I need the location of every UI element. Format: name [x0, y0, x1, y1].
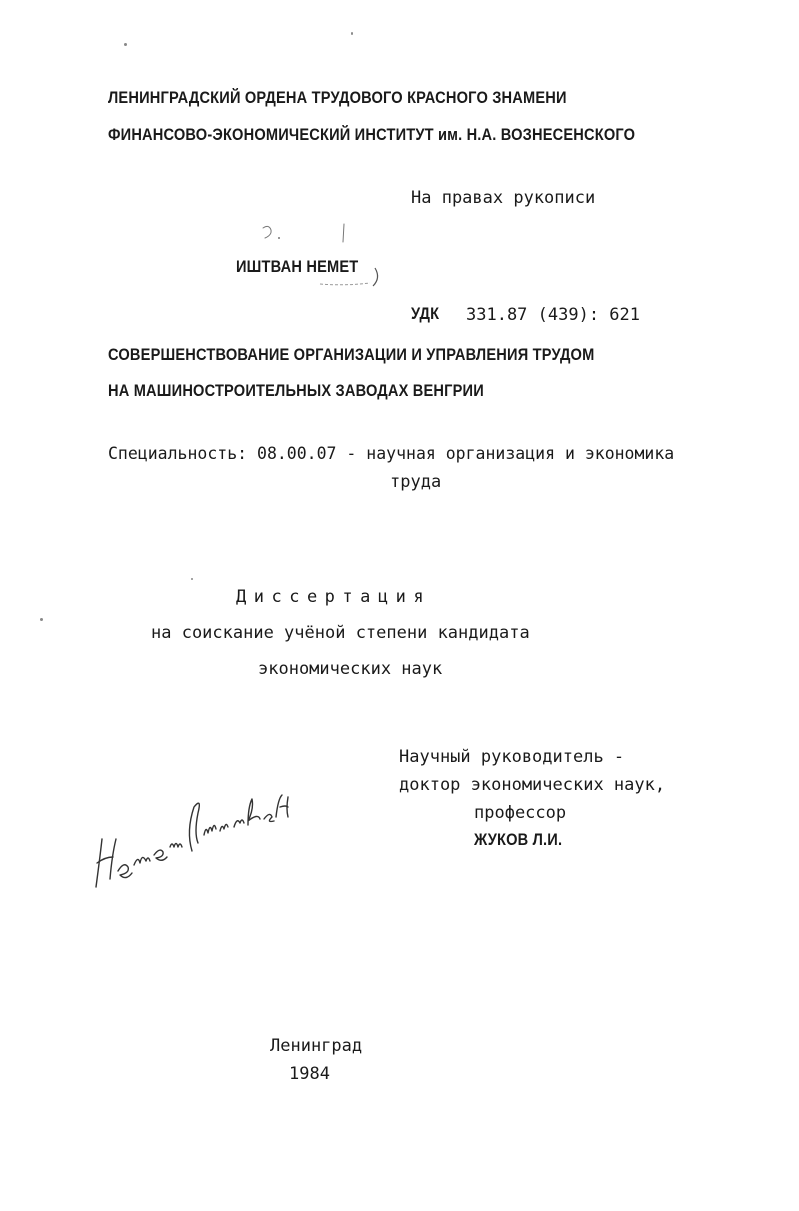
dissertation-line-2: экономических наук: [258, 659, 443, 679]
specialty-line-1: Специальность: 08.00.07 - научная организация и экономика: [108, 444, 675, 463]
scan-speck: [40, 618, 43, 621]
scan-speck: [191, 578, 193, 580]
institute-line-1: ЛЕНИНГРАДСКИЙ ОРДЕНА ТРУДОВОГО КРАСНОГО ЗНАМЕНИ: [108, 88, 567, 107]
supervisor-line-1: Научный руководитель -: [399, 747, 625, 767]
supervisor-line-3: профессор: [474, 803, 567, 823]
pencil-underline: [318, 262, 388, 294]
scan-speck: [351, 32, 353, 35]
author-name: ИШТВАН НЕМЕТ: [236, 257, 359, 276]
udc-label: УДК: [411, 304, 440, 323]
title-line-1: СОВЕРШЕНСТВОВАНИЕ ОРГАНИЗАЦИИ И УПРАВЛЕНИЯ ТРУДОМ: [108, 345, 595, 364]
dissertation-line-1: на соискание учёной степени кандидата: [151, 623, 530, 643]
manuscript-note: На правах рукописи: [411, 188, 596, 208]
supervisor-line-2: доктор экономических наук,: [399, 775, 666, 795]
title-line-2: НА МАШИНОСТРОИТЕЛЬНЫХ ЗАВОДАХ ВЕНГРИИ: [108, 381, 484, 400]
year: 1984: [289, 1064, 330, 1084]
signature-text: [0, 0, 1, 1]
handwritten-signature: [88, 775, 298, 895]
supervisor-line-4: ЖУКОВ Л.И.: [474, 830, 563, 849]
scan-speck: [124, 43, 127, 46]
place: Ленинград: [270, 1036, 363, 1056]
specialty-line-2: труда: [390, 472, 442, 492]
institute-line-2: ФИНАНСОВО-ЭКОНОМИЧЕСКИЙ ИНСТИТУТ им. Н.А. ВОЗНЕСЕНСКОГО: [108, 125, 636, 144]
udc-code: 331.87 (439): 621: [466, 305, 640, 325]
dissertation-heading: Диссертация: [236, 587, 432, 607]
pencil-marks: [255, 220, 365, 250]
